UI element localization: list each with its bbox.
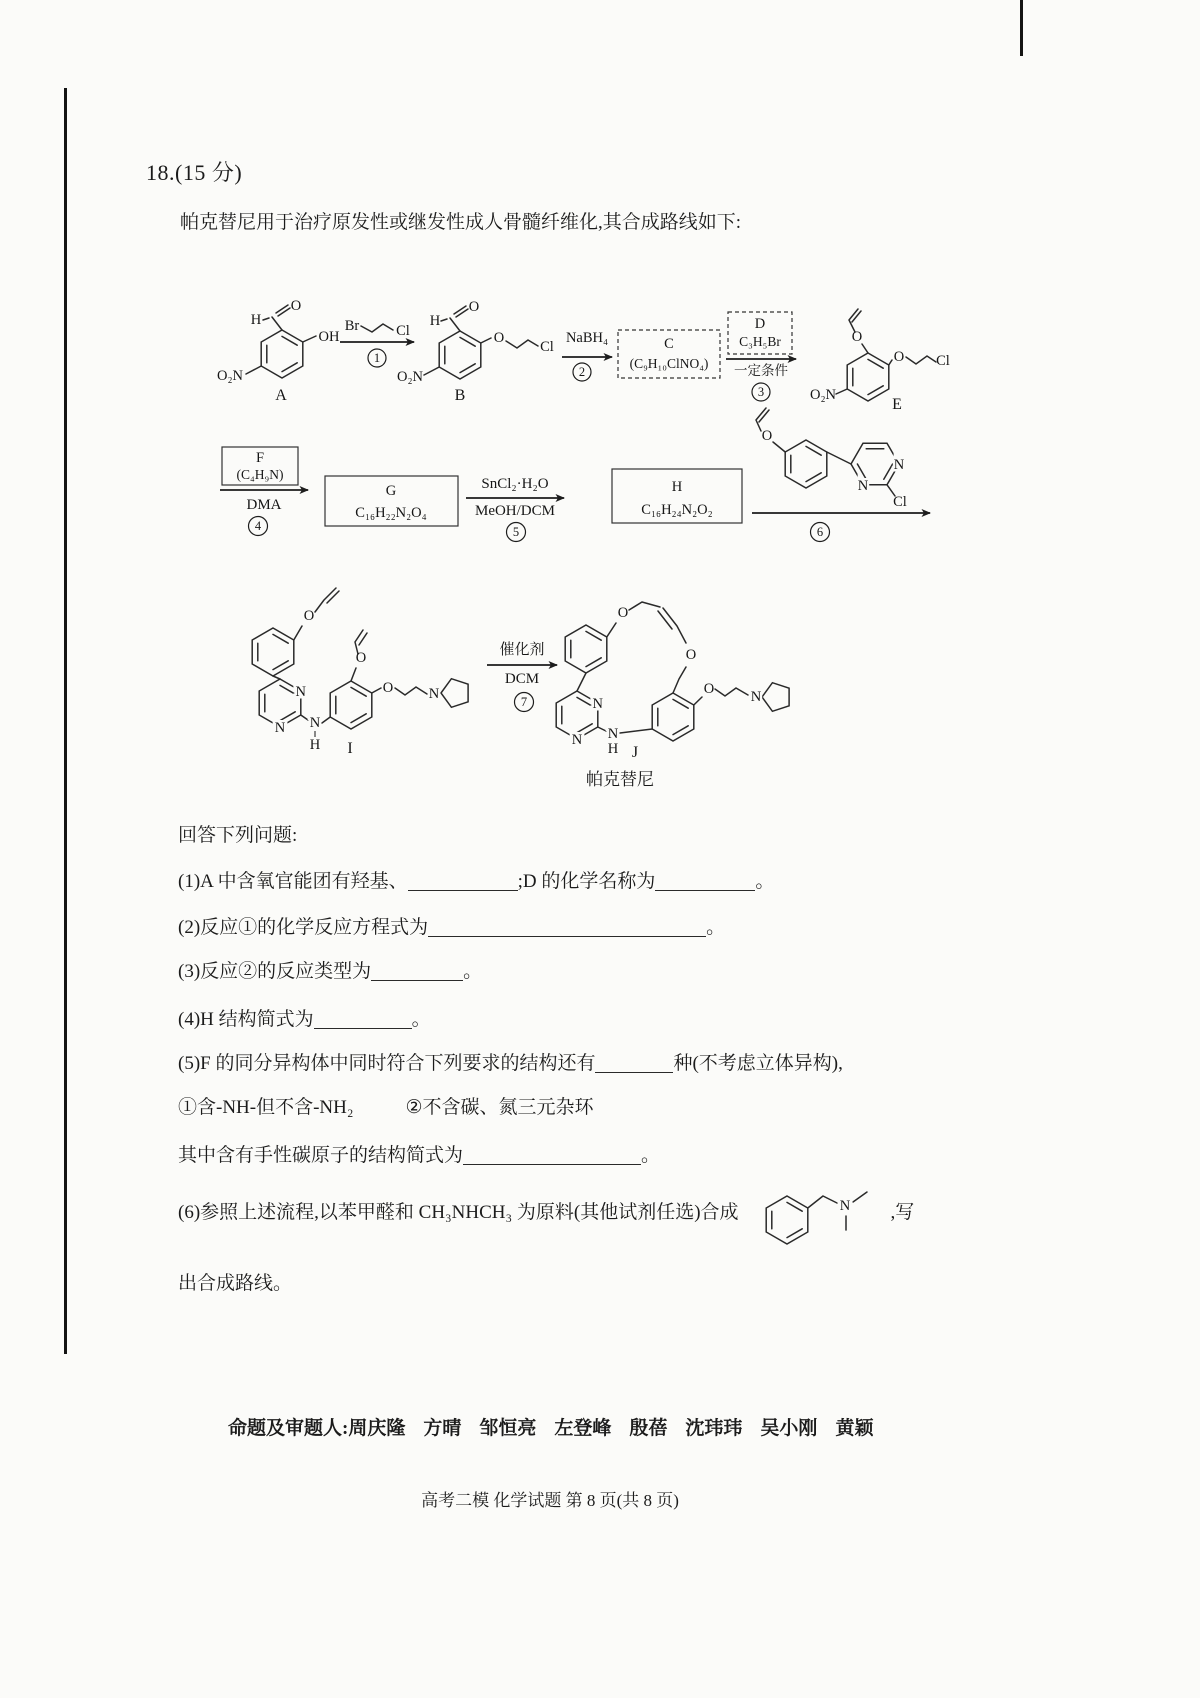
- o-atom: O: [290, 298, 302, 314]
- answer-blank-q1-1: [408, 871, 518, 891]
- structure-pyrimidine-chloride: [756, 408, 907, 510]
- label-i: I: [347, 740, 353, 757]
- question-1: [178, 866, 774, 893]
- arrow-step-3: [726, 312, 796, 401]
- label-b: B: [454, 387, 466, 404]
- formula-c: (C₉H₁₀ClNO₄): [629, 356, 709, 371]
- arrow-step-5: [466, 476, 564, 542]
- structure-e: [810, 309, 950, 413]
- pyrrolidine-n-atom: N: [750, 689, 762, 705]
- product-name: 帕克替尼: [586, 770, 654, 789]
- o-atom: O: [468, 299, 480, 315]
- n-atom: N: [839, 1198, 850, 1214]
- question-6-post: ,写: [890, 1202, 915, 1223]
- n-atom: N: [857, 478, 869, 494]
- question-5: [178, 1048, 843, 1075]
- scan-left-edge-line: [64, 88, 67, 1354]
- answer-blank-q1-2: [655, 871, 755, 891]
- compound-h-box: [612, 469, 742, 523]
- chiral-end: 。: [641, 1145, 661, 1166]
- nitro-group: O₂N: [810, 387, 836, 403]
- compound-c-box: [618, 330, 720, 378]
- setter-name: 黄颖: [835, 1418, 874, 1439]
- label-c: C: [664, 336, 674, 352]
- allyl-o-atom: O: [303, 608, 315, 624]
- question-4-end: 。: [411, 1009, 431, 1030]
- label-d: D: [754, 316, 766, 332]
- solvent-meoh-dcm: MeOH/DCM: [474, 503, 556, 519]
- step-number-4: 4: [254, 519, 262, 533]
- structure-i: [252, 588, 468, 757]
- cl-atom: Cl: [893, 494, 907, 510]
- structure-a: [217, 298, 340, 404]
- step-number-2: 2: [578, 365, 586, 379]
- question-5-conditions: [178, 1092, 594, 1119]
- chiral-text: 其中含有手性碳原子的结构简式为: [178, 1145, 464, 1166]
- question-5-post: 种(不考虑立体异构),: [673, 1053, 843, 1074]
- condition-1: ①含-NH-但不含-NH₂: [178, 1097, 354, 1118]
- answer-blank-q2: [428, 917, 706, 937]
- nh-n-atom: N: [607, 726, 619, 742]
- n-atom: N: [571, 732, 583, 748]
- synthesis-route-figure: [130, 250, 1110, 795]
- label-h: H: [671, 479, 683, 495]
- question-2-text: (2)反应①的化学反应方程式为: [178, 917, 429, 938]
- question-6-text: (6)参照上述流程,以苯甲醛和 CH₃NHCH₃ 为原料(其他试剂任选)合成: [178, 1202, 739, 1223]
- question-3: [178, 956, 482, 983]
- reagent-br: Br: [344, 318, 360, 334]
- arrow-step-7: [487, 640, 557, 712]
- question-intro: 帕克替尼用于治疗原发性或继发性成人骨髓纤维化,其合成路线如下:: [180, 212, 742, 233]
- nitro-group: O₂N: [217, 368, 243, 384]
- answer-prompt: 回答下列问题:: [178, 825, 298, 846]
- step-number-7: 7: [520, 695, 528, 709]
- answer-blank-q5: [595, 1053, 673, 1073]
- n-atom: N: [592, 696, 604, 712]
- cl-atom: Cl: [936, 353, 950, 369]
- question-1-mid: ;D 的化学名称为: [517, 871, 656, 892]
- label-a: A: [275, 387, 287, 404]
- ether-o-atom: O: [382, 680, 394, 696]
- formula-d: C₃H₅Br: [739, 334, 781, 349]
- allyl-o-atom: O: [355, 650, 367, 666]
- scan-top-right-line: [1020, 0, 1023, 56]
- setters-label: 命题及审题人:: [228, 1418, 349, 1439]
- step-number-6: 6: [816, 525, 824, 539]
- nh-n-atom: N: [309, 715, 321, 731]
- setter-name: 吴小刚: [760, 1418, 818, 1439]
- question-5-text: (5)F 的同分异构体中同时符合下列要求的结构还有: [178, 1053, 596, 1074]
- n-atom: N: [893, 457, 905, 473]
- condition-2: ②不含碳、氮三元杂环: [405, 1097, 594, 1118]
- h-atom: H: [250, 312, 262, 328]
- question-1-text: (1)A 中含氧官能团有羟基、: [178, 871, 408, 892]
- question-2: [178, 912, 725, 939]
- reagent-sncl2: SnCl₂·H₂O: [481, 476, 549, 492]
- answer-blank-q4: [314, 1009, 412, 1029]
- step-number-1: 1: [373, 351, 381, 365]
- answer-blank-q3: [371, 961, 463, 981]
- setter-name: 方晴: [423, 1418, 462, 1439]
- label-e: E: [892, 396, 902, 413]
- question-3-end: 。: [463, 961, 483, 982]
- oh-group: OH: [318, 329, 340, 345]
- reagent-catalyst: 催化剂: [499, 642, 545, 658]
- setter-name: 殷蓓: [629, 1418, 668, 1439]
- ether-o-atom: O: [893, 349, 905, 365]
- question-6-continuation: 出合成路线。: [178, 1273, 293, 1294]
- setter-name: 周庆隆: [348, 1418, 406, 1439]
- formula-h: C₁₆H₂₄N₂O₂: [641, 502, 713, 518]
- structure-j: [556, 602, 789, 789]
- arrow-step-1: [340, 318, 414, 367]
- bridge-o-atom: O: [685, 647, 697, 663]
- condition-text: 一定条件: [734, 363, 788, 378]
- n-atom: N: [274, 720, 286, 736]
- label-f: F: [255, 450, 265, 466]
- reagent-dma: DMA: [246, 497, 282, 513]
- allyl-o-atom: O: [761, 428, 773, 444]
- formula-g: C₁₆H₂₂N₂O₄: [355, 505, 427, 521]
- setters-line: [228, 1413, 873, 1440]
- solvent-dcm: DCM: [504, 671, 540, 687]
- page-footer: 高考二模 化学试题 第 8 页(共 8 页): [421, 1491, 679, 1510]
- question-1-end: 。: [755, 871, 775, 892]
- cl-atom: Cl: [540, 339, 554, 355]
- label-g: G: [385, 483, 397, 499]
- setter-name: 沈玮玮: [685, 1418, 743, 1439]
- question-6: [178, 1158, 914, 1263]
- question-2-end: 。: [706, 917, 726, 938]
- ether-o-atom: O: [493, 330, 505, 346]
- structure-b: [397, 299, 554, 404]
- reagent-cl: Cl: [396, 323, 410, 339]
- step-number-5: 5: [512, 525, 520, 539]
- compound-g-box: [325, 476, 458, 526]
- pyrrolidine-n-atom: N: [428, 686, 440, 702]
- setter-name: 邹恒亮: [479, 1418, 537, 1439]
- nh-h-atom: H: [607, 741, 619, 757]
- question-number: 18.(15 分): [146, 160, 243, 185]
- allyl-o-atom: O: [851, 329, 863, 345]
- question-4-text: (4)H 结构简式为: [178, 1009, 314, 1030]
- ether-o-atom: O: [703, 681, 715, 697]
- reagent-nabh4: NaBH₄: [565, 330, 609, 346]
- question-3-text: (3)反应②的反应类型为: [178, 961, 372, 982]
- nh-h-atom: H: [309, 737, 321, 753]
- h-atom: H: [429, 313, 441, 329]
- setter-name: 左登峰: [554, 1418, 612, 1439]
- bridge-o-atom: O: [617, 605, 629, 621]
- nitro-group: O₂N: [397, 369, 423, 385]
- label-j: J: [631, 744, 639, 761]
- formula-f: (C₄H₉N): [236, 467, 284, 482]
- arrow-step-6: [752, 513, 930, 542]
- structure-benzyl-dimethylamine: [766, 1192, 867, 1244]
- arrow-step-4: [220, 447, 308, 536]
- n-atom: N: [295, 684, 307, 700]
- arrow-step-2: [562, 330, 612, 381]
- step-number-3: 3: [757, 385, 765, 399]
- question-4: [178, 1004, 431, 1031]
- target-molecule-structure: [745, 1158, 885, 1263]
